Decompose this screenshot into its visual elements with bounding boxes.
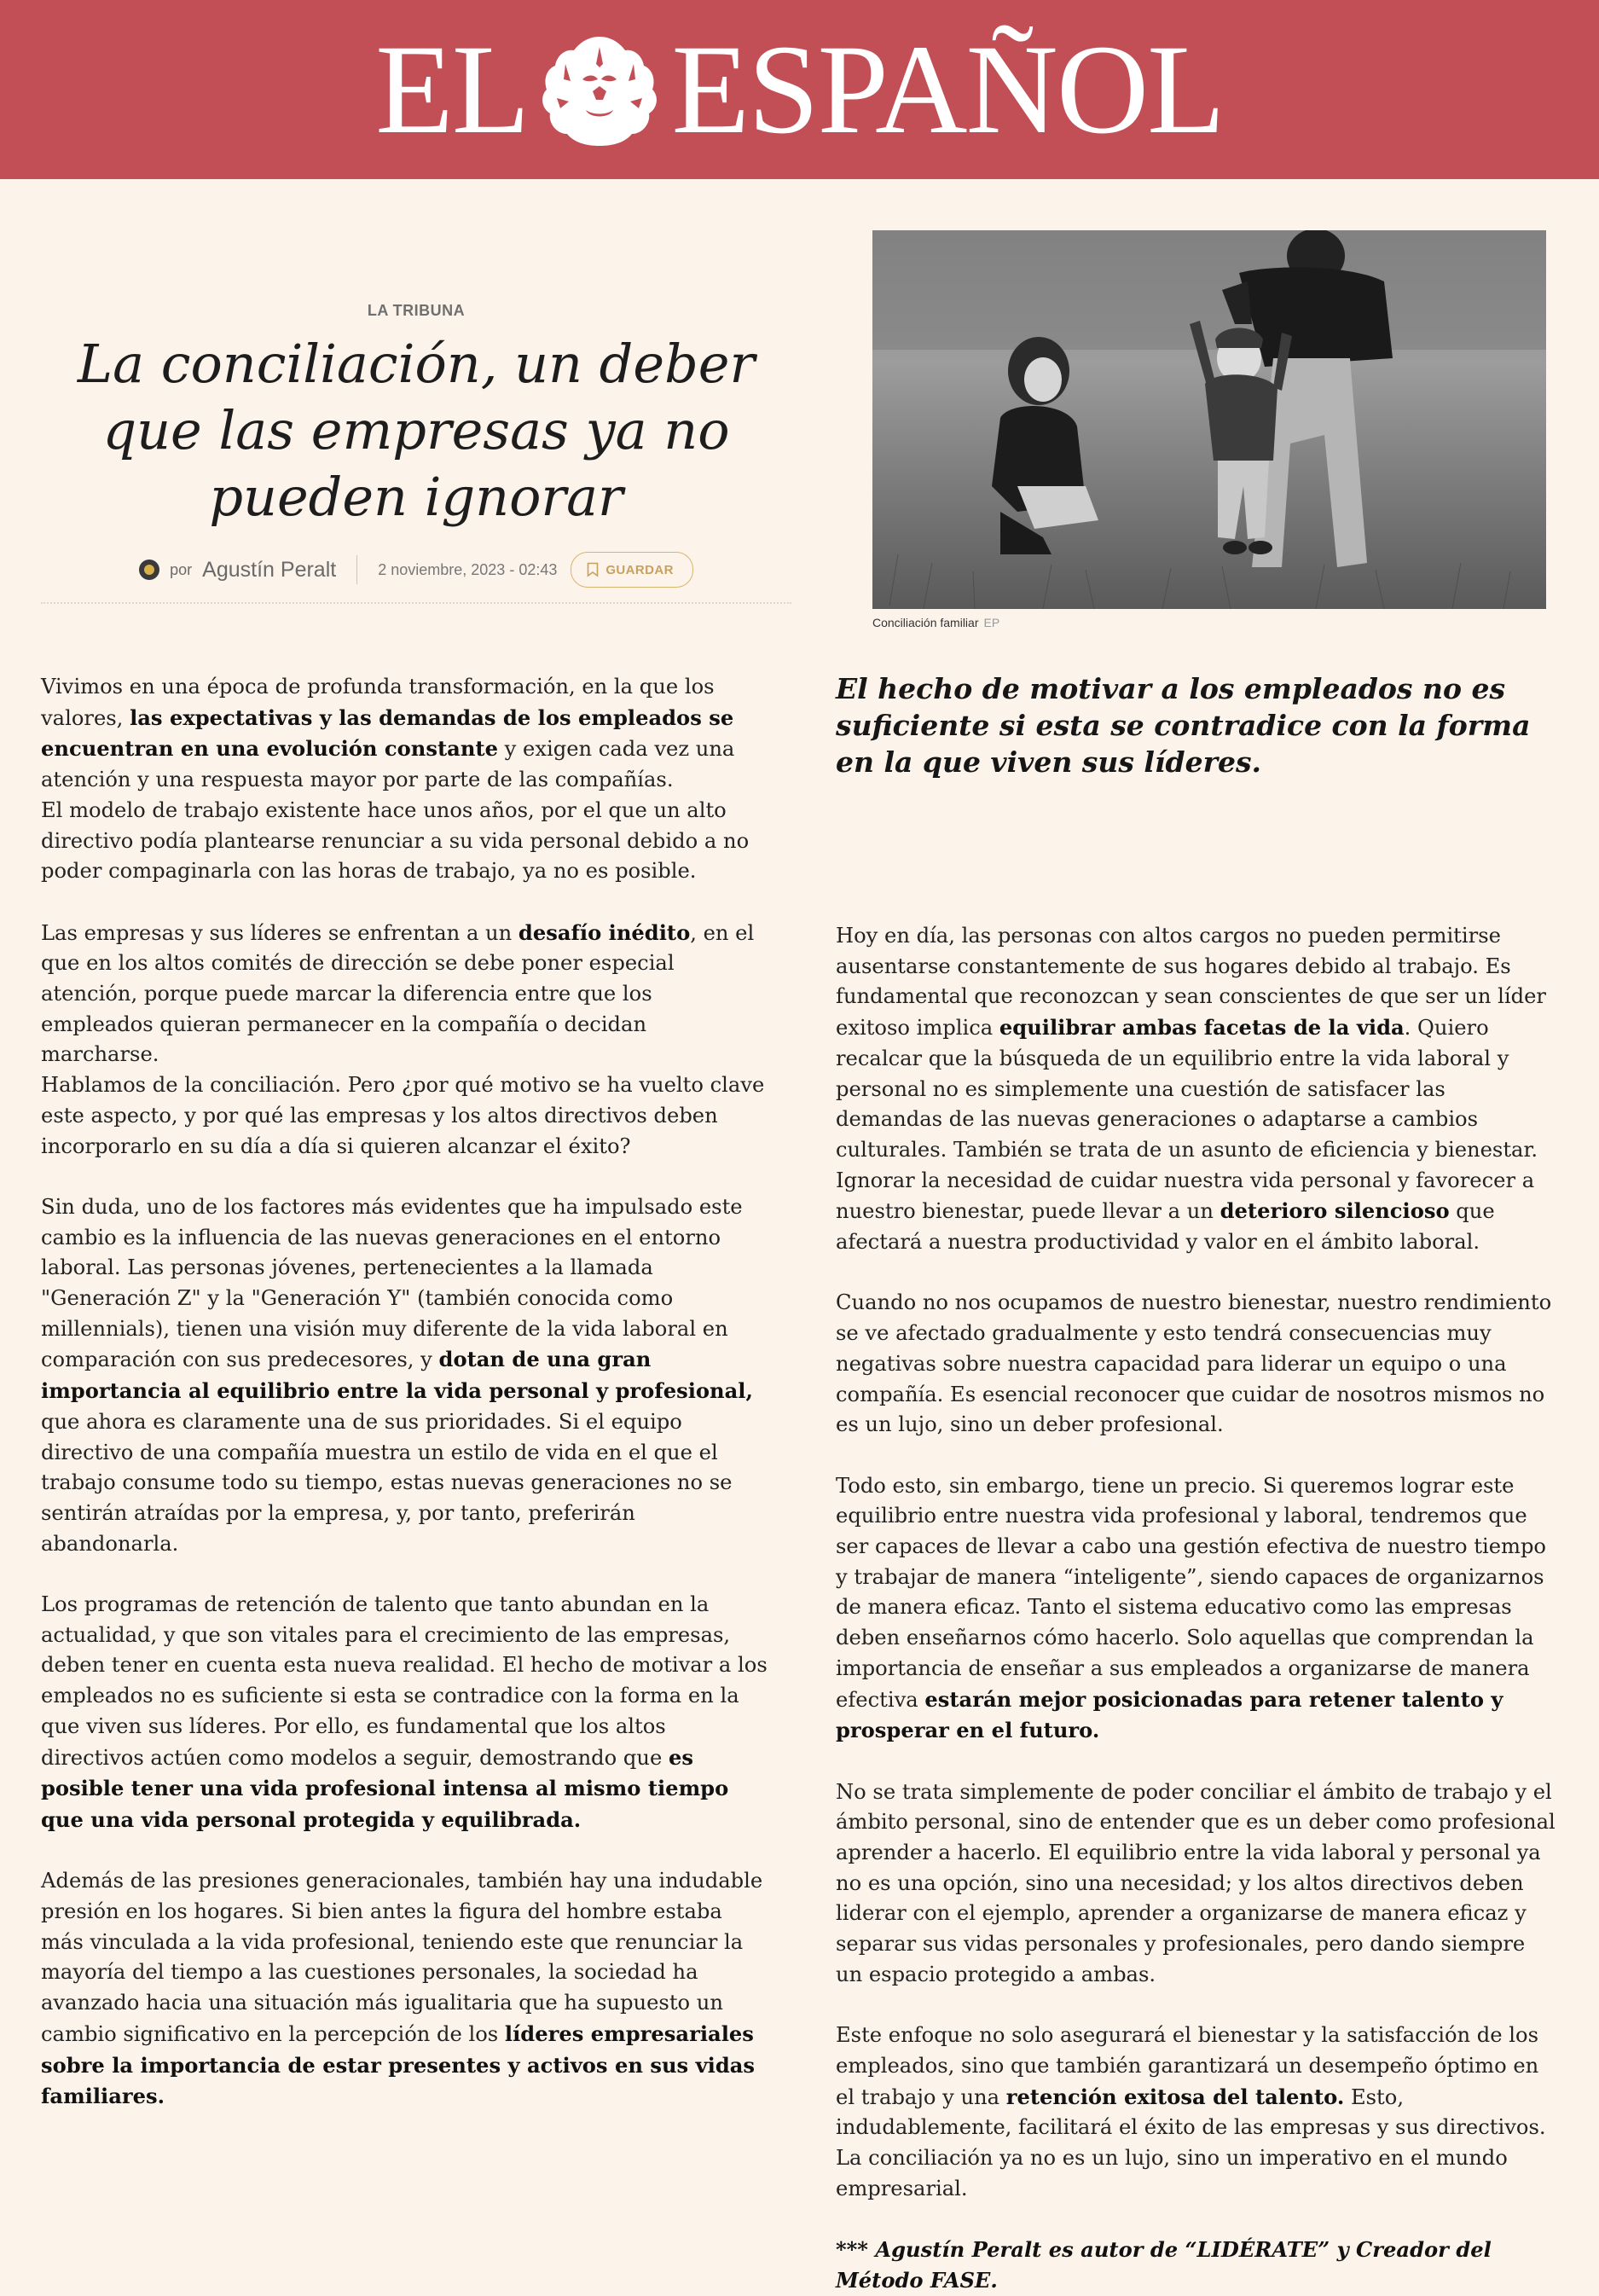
author-avatar (139, 560, 159, 580)
publish-date: 2 noviembre, 2023 - 02:43 (378, 560, 558, 578)
caption-text: Conciliación familiar (872, 616, 979, 629)
paragraph (41, 672, 768, 796)
bookmark-icon (587, 562, 599, 577)
el-espanol-logo[interactable] (375, 19, 1224, 160)
paragraph (836, 921, 1557, 1258)
byline-separator (41, 602, 791, 604)
logo-text-el: EL (375, 19, 529, 160)
photo-credit: EP (983, 616, 1000, 629)
text-run: Este enfoque no solo asegurará el bienestar y la satisfacción de los empleados, sino que también garantizará un desempeño óptimo en el trabajo y una (836, 2023, 1539, 2109)
text-run: . Quiero recalcar que la búsqueda de un equilibrio entre la vida laboral y personal no es simplemente una cuestión de satisfacer las demandas de las nuevas generaciones o adaptarse a cambios culturales. También se trata de un asunto de eficiencia y bienestar. Ignorar la necesidad de cuidar nuestra vida personal y favorecer a nuestro bienestar, puede llevar a un (836, 1016, 1538, 1224)
article-photo[interactable] (872, 230, 1546, 609)
text-run: Todo esto, sin embargo, tiene un precio. Si queremos lograr este equilibrio entre nuestra vida profesional y laboral, tendremos que ser capaces de llevar a cabo una gestión efectiva de nuestro tiempo y trabajar de manera “inteligente”, siendo capaces de organizarnos de manera eficaz. Tanto el sistema educativo como las empresas deben enseñarnos cómo hacerlo. Solo aquellas que comprendan la importancia de enseñar a sus empleados a organizarse de manera efectiva (836, 1473, 1546, 1712)
paragraph (41, 1192, 768, 1559)
article-body-left (41, 672, 768, 2113)
text-run: Las empresas y sus líderes se enfrentan a un (41, 920, 519, 945)
section-label[interactable]: LA TRIBUNA (367, 302, 466, 319)
photo-caption (872, 616, 999, 629)
byline-divider (356, 555, 357, 584)
text-run: Sin duda, uno de los factores más evidentes que ha impulsado este cambio es la influencia de las nuevas generaciones en el entorno laboral. Las personas jóvenes, pertenecientes a la llamada "Generación Z" y la "Generación Y" (también conocida como millennials), tienen una visión muy diferente de la vida laboral en comparación con sus predecesores, y (41, 1194, 743, 1372)
save-label: GUARDAR (605, 562, 674, 577)
bold-run: líderes empresariales sobre la importancia de estar presentes y activos en sus vidas familiares. (41, 2021, 756, 2109)
text-run: que ahora es claramente una de sus prioridades. Si el equipo directivo de una compañía muestra un estilo de vida en el que el trabajo consume todo su tiempo, estas nuevas generaciones no se sentirán atraídas por la empresa, y, por tanto, preferirán abandonarla. (41, 1409, 733, 1556)
paragraph (836, 2021, 1557, 2204)
text-run: Además de las presiones generacionales, también hay una indudable presión en los hogares. Si bien antes la figura del hombre estaba más vinculada a la vida profesional, teniendo este que renunciar la mayoría del tiempo a las cuestiones personales, la sociedad ha avanzado hacia una situación más igualitaria que ha supuesto un cambio significativo en la percepción de los (41, 1869, 763, 2046)
bold-run: deterioro silencioso (1220, 1198, 1450, 1224)
text-run: y exigen cada vez una atención y una respuesta mayor por parte de las compañías. (41, 737, 735, 792)
logo-text-espanol: ESPAÑOL (671, 19, 1224, 160)
date-text: 2 noviembre, 2023 (378, 560, 506, 578)
paragraph: Hablamos de la conciliación. Pero ¿por qué motivo se ha vuelto clave este aspecto, y por qué las empresas y los altos directivos deben incorporarlo en su día a día si quieren alcanzar el éxito? (41, 1073, 765, 1158)
paragraph: Cuando no nos ocupamos de nuestro bienestar, nuestro rendimiento se ve afectado gradualmente y esto tendrá consecuencias muy negativas sobre nuestra capacidad para liderar un equipo o una compañía. Es esencial reconocer que cuidar de nosotros mismos no es un lujo, sino un deber profesional. (836, 1290, 1552, 1437)
time-text: 02:43 (519, 560, 558, 578)
text-run: Vivimos en una época de profunda transformación, en la que los valores, (41, 675, 715, 730)
save-button[interactable] (571, 552, 692, 588)
bold-run: es posible tener una vida profesional intensa al mismo tiempo que una vida personal protegida y equilibrada. (41, 1744, 729, 1832)
byline (41, 546, 791, 594)
byline-prefix: por (170, 560, 193, 578)
paragraph (41, 918, 768, 1071)
paragraph: No se trata simplemente de poder conciliar el ámbito de trabajo y el ámbito personal, sino de entender que es un deber como profesional aprender a hacerlo. El equilibrio entre la vida laboral y personal ya no es una opción, sino una necesidad; y los altos directivos deben liderar con el ejemplo, aprender a organizarse de manera eficaz y separar sus vidas personales y profesionales, pero dando siempre un espacio protegido a ambas. (836, 1779, 1556, 1986)
author-link[interactable]: Agustín Peralt (202, 557, 337, 582)
bold-run: desafío inédito (518, 919, 691, 945)
text-run: , en el que en los altos comités de dirección se debe poner especial atención, porque puede marcar la diferencia entre que los empleados quieran permanecer en la compañía o decidan marcharse. (41, 920, 755, 1067)
article-title: La conciliación, un deber que las empresas ya no pueden ignorar (77, 333, 756, 528)
lion-logo-icon (531, 30, 668, 149)
paragraph: El modelo de trabajo existente hace unos años, por el que un alto directivo podía plantearse renunciar a su vida personal debido a no poder compaginarla con las horas de trabajo, ya no es posible. (41, 797, 750, 884)
text-run: Hoy en día, las personas con altos cargos no pueden permitirse ausentarse constantemente de sus hogares debido al trabajo. Es fundamental que reconozcan y sean conscientes de que ser un líder exitoso implica (836, 924, 1546, 1041)
family-photo-image (872, 230, 1546, 609)
text-run: Esto, indudablemente, facilitará el éxito de las empresas y sus directivos. La conciliación ya no es un lujo, sino un imperativo en el mundo empresarial. (836, 2084, 1546, 2200)
bold-run: las expectativas y las demandas de los empleados se encuentran en una evolución constante (41, 704, 734, 762)
bold-run: equilibrar ambas facetas de la vida (999, 1015, 1405, 1041)
bold-run: retención exitosa del talento. (1005, 2084, 1345, 2109)
paragraph (836, 1471, 1557, 1747)
text-run: que afectará a nuestra productividad y valor en el ámbito laboral. (836, 1199, 1495, 1255)
pull-quote: El hecho de motivar a los empleados no es suficiente si esta se contradice con la forma en la que viven sus líderes. (836, 672, 1531, 779)
paragraph (41, 1590, 768, 1836)
text-run: Los programas de retención de talento que tanto abundan en la actualidad, y que son vitales para el crecimiento de las empresas, deben tener en cuenta esta nueva realidad. El hecho de motivar a los empleados no es suficiente si esta se contradice con la forma en la que viven sus líderes. Por ello, es fundamental que los altos directivos actúen como modelos a seguir, demostrando que (41, 1592, 768, 1770)
bold-run: dotan de una gran importancia al equilibrio entre la vida personal y profesional, (41, 1347, 753, 1404)
author-signature: *** Agustín Peralt es autor de “LIDÉRATE” y Creador del Método FASE. (836, 2237, 1492, 2293)
article-body-right (836, 921, 1557, 2296)
bold-run: estarán mejor posicionadas para retener talento y prosperar en el futuro. (836, 1686, 1503, 1743)
paragraph (41, 1866, 768, 2113)
masthead (0, 0, 1599, 179)
